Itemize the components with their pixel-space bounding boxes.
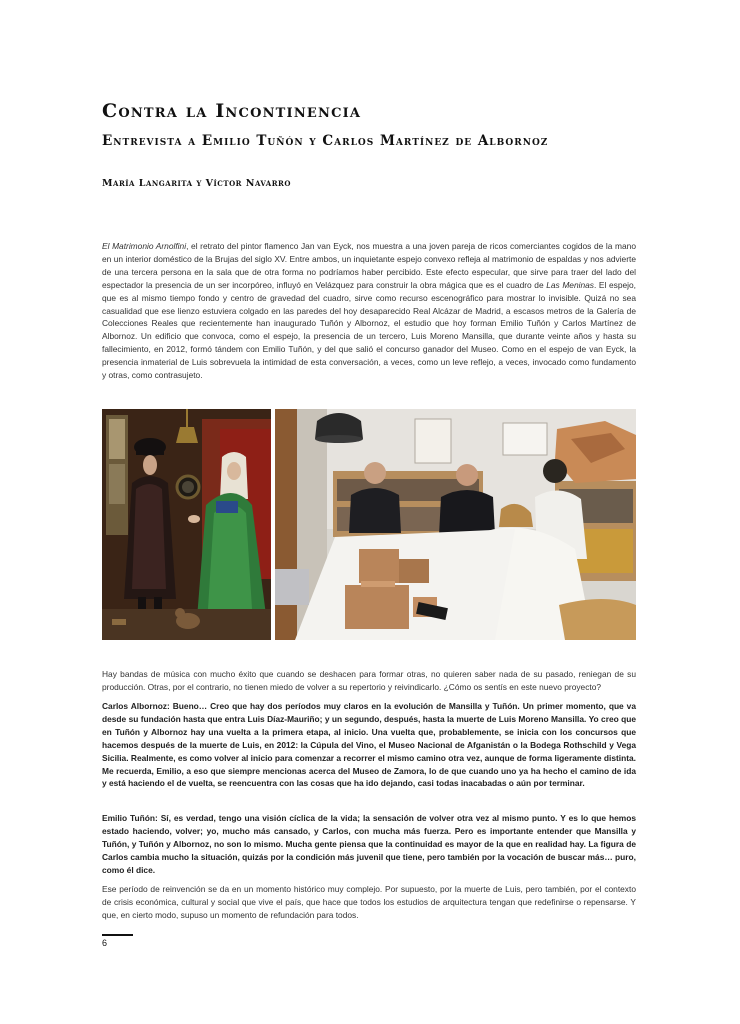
article-subtitle: Entrevista a Emilio Tuñón y Carlos Martínez de Albornoz	[102, 133, 549, 149]
intro-italic-painting: El Matrimonio Arnolfini	[102, 241, 187, 251]
page-number: 6	[102, 938, 108, 948]
interview-question-1: Hay bandas de música con mucho éxito que cuando se deshacen para formar otras, no quieren saber nada de su pasado, reniegan de su producción. Otras, por el contrario, no tienen miedo de volver a su repertorio y reivindicarlo. ¿Cómo os sentís en este nuevo proyecto?	[102, 669, 636, 692]
interview-answer-carlos: Carlos Albornoz: Bueno… Creo que hay dos períodos muy claros en la evolución de Mansilla y Tuñón. Un primer momento, que va desde su fundación hasta que entra Luis Díaz-Mauriño; y un segundo, después, hasta la muerte de Luis Moreno Mansilla. Yo creo que en Tuñón y Albornoz hay una vuelta a la primera etapa, al inicio. Una vuelta que, probablemente, se inicia con los concursos que hacemos después de la muerte de Luis, en 2012: la Cúpula del Vino, el Museo Nacional de Afganistán o la Bodega Rothschild y Vega Sicilia. Realmente, es como volver al inicio para comenzar a recorrer el mismo camino otra vez, aunque de forma ligeramente distinta. Me recuerda, Emilio, a eso que siempre mencionas acerca del Museo de Zamora, lo de que cuando uno ya ha hecho el camino de ida y está haciendo el de vuelta, se reencuentra con las cosas que ha ido dejando, casi todas inacabadas o aún por terminar.	[102, 701, 636, 789]
intro-paragraph	[102, 240, 636, 382]
intro-italic-meninas: Las Meninas	[546, 279, 594, 290]
interview-answer-emilio: Emilio Tuñón: Sí, es verdad, tengo una visión cíclica de la vida; la sensación de volver otra vez al mismo punto. Y es lo que hemos estado haciendo, volver; yo, mucho más cansado, y Carlos, con mucha más fuerza. Pero es importante entender que Mansilla y Tuñón, y Tuñón y Albornoz, no son lo mismo. Mucha gente piensa que la continuidad es mayor de la que en realidad hay. La figura de Carlos cambia mucho la situación, quizás por la condición más juvenil que tiene, pero también por la vocación de buscar más… puro, como él dice.	[102, 813, 636, 875]
arnolfini-painting-image	[102, 409, 271, 640]
article-authors: María Langarita y Víctor Navarro	[102, 178, 291, 189]
studio-meeting-photo	[275, 409, 636, 640]
interview-question-2: Ese período de reinvención se da en un momento histórico muy complejo. Por supuesto, por la muerte de Luis, pero también, por el contexto de crisis económica, cultural y social que vive el país, que hace que todos los estudios de arquitectura tengan que redefinirse o repensarse. Y que, en cierto modo, supuso un momento de refundación para todos.	[102, 884, 636, 920]
article-title: Contra la Incontinencia	[102, 100, 362, 122]
folio-rule	[102, 934, 133, 936]
intro-text-a: , el retrato del pintor flamenco Jan van Eyck, nos muestra a una joven pareja de ricos comerciantes cogidos de la mano en un interior doméstico de la Brujas del siglo XV. Entre ambos, un inquietante espejo convexo refleja al matrimonio de espaldas y nos advierte de una tercera persona en la sala que de otra forma no podríamos haber percibido. Este efecto especular, que sirve para traer del lado del espectador la presencia de un ser incorpóreo, influyó en Velázquez para construir la obra mágica que es el cuadro de	[102, 241, 637, 290]
intro-text-b: . El espejo, que es al mismo tiempo fondo y centro de gravedad del cuadro, sirve como recurso escenográfico para mostrar lo invisible. Quizá no sea casualidad que ese lienzo estuviera colgado en las paredes del hoy desaparecido Real Alcázar de Madrid, a escasos metros de la Galería de Colecciones Reales que recientemente han inaugurado Tuñón y Albornoz, el estudio que hoy forman Emilio Tuñón y Carlos Martínez de Albornoz. Un edificio que convoca, como el espejo, la presencia de un tercero, Luis Moreno Mansilla, que durante veinte años y hasta su fallecimiento, en 2012, formó tándem con Emilio Tuñón, y del que salió el concurso ganador del Museo. Como en el espejo de van Eyck, la presencia inmaterial de Luis sobrevuela la intimidad de esta conversación, a veces, como un leve reflejo, a veces, invocado como fundamento y otras, como contrasujeto.	[102, 279, 636, 381]
